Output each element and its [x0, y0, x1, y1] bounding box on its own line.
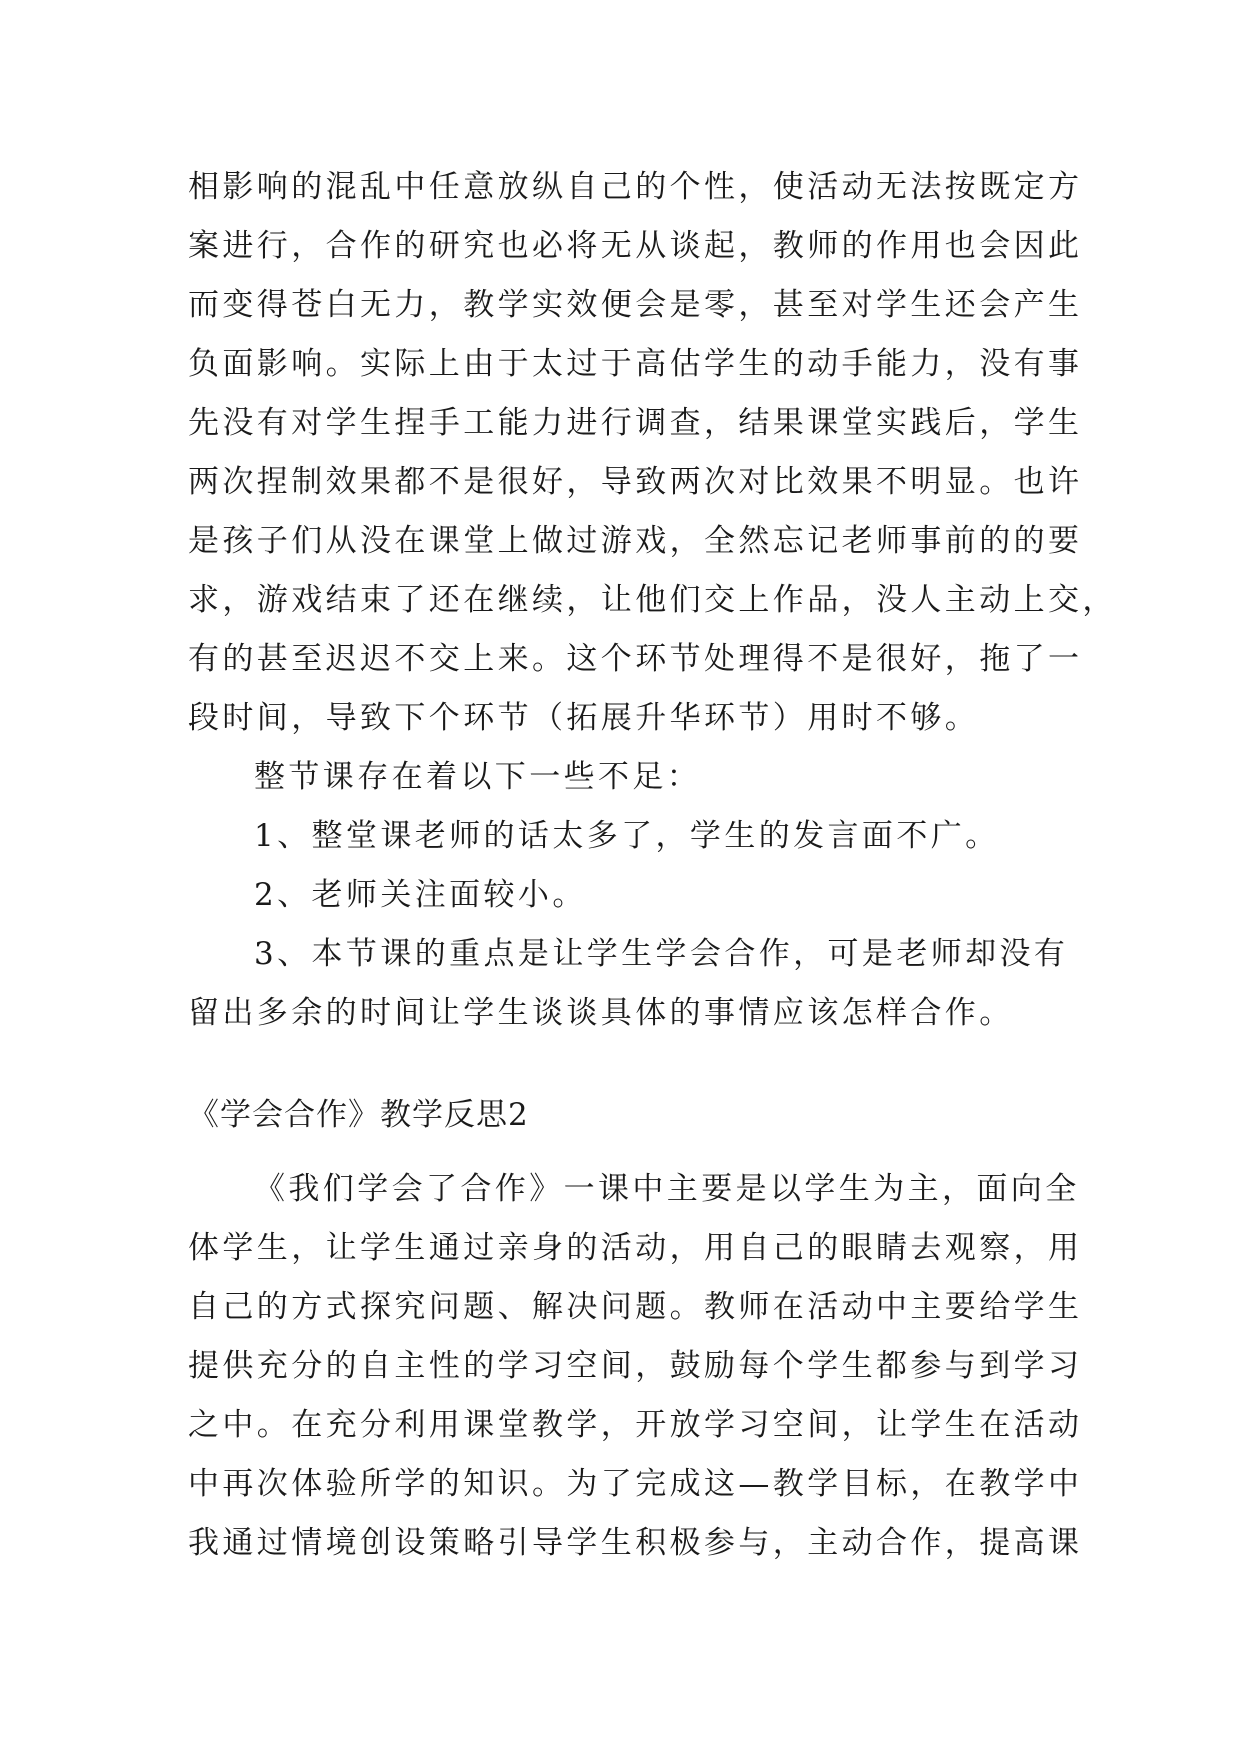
- section-heading: 《学会合作》教学反思2: [188, 1097, 529, 1133]
- paragraph-line: 我通过情境创设策略引导学生积极参与，主动合作，提高课: [188, 1525, 1083, 1561]
- reflection-body-part-2: [188, 1160, 1083, 1573]
- paragraph-line: 自己的方式探究问题、解决问题。教师在活动中主要给学生: [188, 1289, 1083, 1325]
- paragraph-line: 求，游戏结束了还在继续，让他们交上作品，没人主动上交，: [188, 582, 1117, 618]
- paragraph-line: 负面影响。实际上由于太过于高估学生的动手能力，没有事: [188, 346, 1083, 382]
- paragraph-line: 之中。在充分利用课堂教学，开放学习空间，让学生在活动: [188, 1407, 1083, 1443]
- paragraph-line: 相影响的混乱中任意放纵自己的个性，使活动无法按既定方: [188, 169, 1083, 205]
- paragraph-line: 案进行，合作的研究也必将无从谈起，教师的作用也会因此: [188, 228, 1083, 264]
- paragraph-line: 《我们学会了合作》一课中主要是以学生为主，面向全: [254, 1171, 1080, 1207]
- shortcoming-item-3: 3、本节课的重点是让学生学会合作，可是老师却没有: [254, 936, 1069, 972]
- shortcomings-intro: 整节课存在着以下一些不足：: [254, 759, 702, 795]
- paragraph-line: 而变得苍白无力，教学实效便会是零，甚至对学生还会产生: [188, 287, 1083, 323]
- paragraph-line: 有的甚至迟迟不交上来。这个环节处理得不是很好，拖了一: [188, 641, 1083, 677]
- paragraph-line: 段时间，导致下个环节（拓展升华环节）用时不够。: [188, 700, 980, 736]
- paragraph-line: 提供充分的自主性的学习空间，鼓励每个学生都参与到学习: [188, 1348, 1083, 1384]
- paragraph-line: 是孩子们从没在课堂上做过游戏，全然忘记老师事前的的要: [188, 523, 1083, 559]
- paragraph-line: 体学生，让学生通过亲身的活动，用自己的眼睛去观察，用: [188, 1230, 1083, 1266]
- shortcoming-item-1: 1、整堂课老师的话太多了，学生的发言面不广。: [254, 818, 1000, 854]
- shortcoming-item-2: 2、老师关注面较小。: [254, 877, 587, 913]
- paragraph-line: 先没有对学生捏手工能力进行调查，结果课堂实践后，学生: [188, 405, 1083, 441]
- reflection-body-part-1: [188, 158, 1117, 1043]
- paragraph-line: 两次捏制效果都不是很好，导致两次对比效果不明显。也许: [188, 464, 1083, 500]
- paragraph-line: 中再次体验所学的知识。为了完成这—教学目标，在教学中: [188, 1466, 1083, 1502]
- shortcoming-item-3-continued: 留出多余的时间让学生谈谈具体的事情应该怎样合作。: [188, 995, 1014, 1031]
